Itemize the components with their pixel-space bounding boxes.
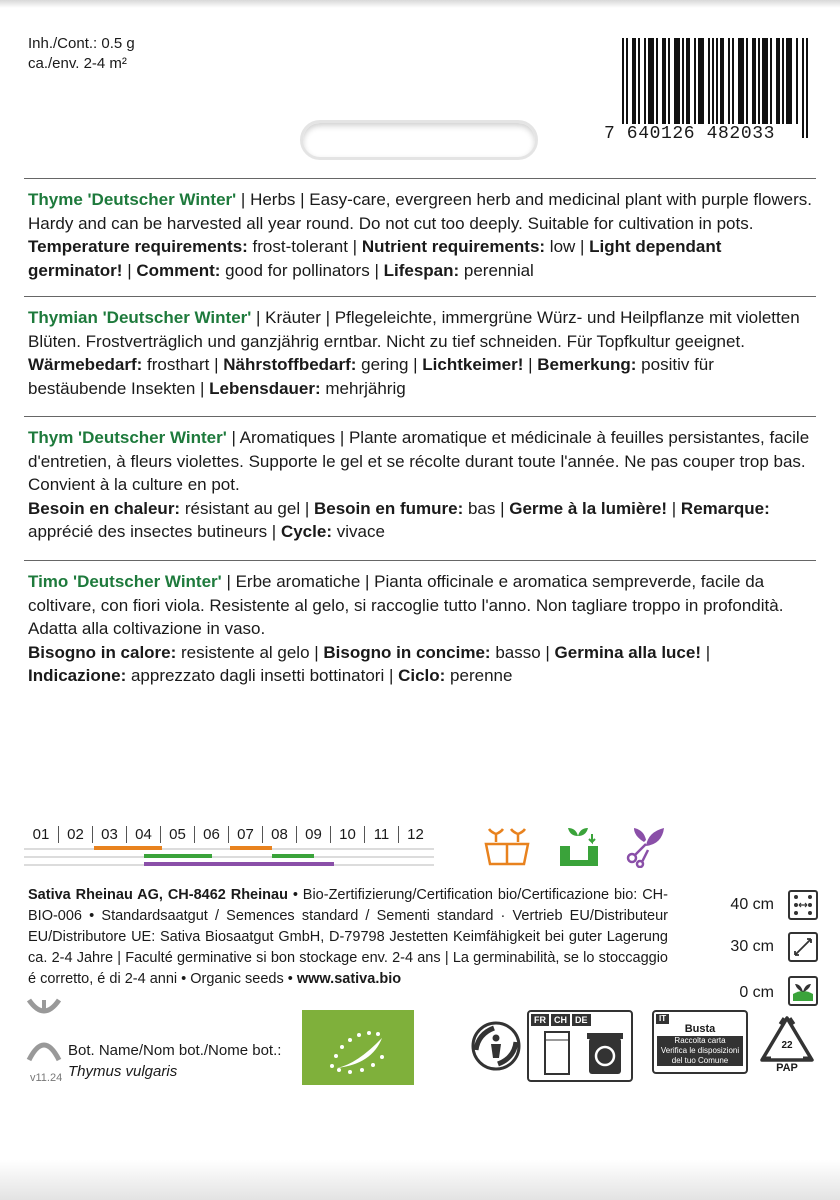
spec-label: Wärmebedarf: [28,355,143,374]
barcode-number: 7 640126 482033 [604,124,776,144]
spec-label: Comment: [136,260,221,280]
month-label: 07 [228,826,262,843]
spec-value: apprezzato dagli insetti bottinatori | [126,666,399,685]
spec-label: Besoin en chaleur: [28,498,181,518]
spec-label: Light dependant germinator! [28,237,722,280]
title-french: Thym 'Deutscher Winter' [28,428,227,447]
spec-label: Germina alla luce! [554,642,701,662]
eu-organic-logo-icon [302,1010,414,1085]
spec-label: Nährstoffbedarf: [223,355,357,374]
spec-value: good for pollinators | [220,260,384,280]
sowing-indoor-bar [230,846,272,850]
spec-value: low | [545,237,590,256]
spec-value: perenne [445,666,513,685]
plant-spacing-value: 30 cm [730,938,774,955]
intro-english: | Herbs | Easy-care, evergreen herb and medicinal plant with purple flowers. Hardy and can be harvested all year round. Do not cut too deeply. Suitable for cultivation in pots. [28,190,812,233]
contents-weight: Inh./Cont.: 0.5 g [28,35,135,52]
divider [24,560,816,561]
spec-value: vivace [331,522,385,541]
spec-label: Ciclo: [398,666,446,685]
spec-value: perennial [459,260,534,280]
sowing-outdoor-bar [272,854,314,858]
company-info [28,885,668,990]
spec-value: | [122,260,137,280]
spec-value: positiv für bestäubende Insekten | [28,355,714,398]
spec-label: Indicazione: [28,666,127,685]
pap-label: PAP [776,1062,798,1074]
spec-value: | [701,642,711,662]
divider [24,416,816,417]
spec-label: Lifespan: [383,260,460,280]
company-name: Sativa Rheinau AG, CH-8462 Rheinau [28,887,288,903]
calendar-months [24,826,434,843]
harvest-bar [144,862,334,866]
spec-label: Bisogno in concime: [323,642,491,662]
company-text: • Bio-Zertifizierung/Certification bio/Certificazione bio: CH-BIO-006 • Standardsaatgut / Semences standard / Sementi standard · Vertrieb EU/Distributeur EU/Distributore UE: Sativa Biosaatgut GmbH, D-79798 Jestetten Keimfähigkeit bei guter Lagerung ca. 2-4 Jahre | Faculté germinative si bon stockage env. 2-4 ans | La germinabilità, se lo stoccaggio é corretto, é di 2-4 anni • Organic seeds • [28,887,668,987]
hanger-slot [300,120,538,160]
month-label: 11 [364,826,398,843]
spec-label: Temperature requirements: [28,237,248,256]
harvest-scissors-icon [624,824,668,868]
indoor-sowing-icon [482,826,532,868]
plant-spacing-icon [788,932,818,962]
month-label: 09 [296,826,330,843]
month-label: 03 [92,826,126,843]
spec-value: | [667,498,681,518]
spec-label: Lebensdauer: [209,378,321,398]
spec-label: Remarque: [680,498,770,518]
contents-area: ca./env. 2-4 m² [28,55,127,72]
sativa-logo-icon [26,996,62,1066]
spec-value: bas | [463,498,510,518]
divider [24,296,816,297]
version-number: v11.24 [30,1072,63,1084]
month-label: 12 [398,826,432,843]
title-english: Thyme 'Deutscher Winter' [28,190,237,209]
package-contents [28,34,135,74]
country-tab: DE [572,1014,591,1026]
italy-sorting-info [652,1010,748,1074]
month-label: 01 [32,826,50,843]
country-tab: FR [531,1014,549,1026]
spec-label: Bemerkung: [537,355,637,374]
outdoor-sowing-icon [556,824,602,868]
spec-value: resistente al gelo | [176,642,324,662]
sorting-info-panel [527,1010,633,1082]
spec-value: frost-tolerant | [247,237,362,256]
spec-value: apprécié des insectes butineurs | [28,522,281,541]
calendar-track [24,848,434,850]
month-label: 02 [58,826,92,843]
sowing-depth-icon [788,976,818,1006]
intro-french: | Aromatiques | Plante aromatique et médicinale à feuilles persistantes, facile d'entretien, à fleurs violettes. Supporte le gel et se récolte durant toute l'année. Ne pas couper trop bas. Convient à la culture en pot. [28,428,810,494]
spec-value: frosthart | [142,355,224,374]
month-label: 04 [126,826,160,843]
spec-value: résistant au gel | [180,498,314,518]
row-spacing-icon [788,890,818,920]
botanical-latin: Thymus vulgaris [68,1063,178,1080]
it-line: Raccolta carta [657,1036,743,1046]
description-french [28,426,812,544]
spec-label: Germe à la lumière! [509,498,668,518]
it-line: del tuo Comune [657,1056,743,1066]
it-code: IT [656,1014,669,1024]
pap-number: 22 [781,1040,793,1051]
spec-value: gering | [356,355,423,374]
website-link[interactable]: www.sativa.bio [296,971,402,987]
sowing-indoor-bar [94,846,162,850]
sowing-outdoor-bar [144,854,212,858]
triman-recycling-icon [470,1020,522,1072]
sowing-depth-value: 0 cm [739,984,774,1001]
country-tabs [529,1012,631,1028]
row-spacing-value: 40 cm [730,896,774,913]
title-german: Thymian 'Deutscher Winter' [28,308,252,327]
month-label: 08 [262,826,296,843]
spec-label: Besoin en fumure: [313,498,464,518]
paper-bag-icon [543,1030,571,1076]
intro-german: | Kräuter | Pflegeleichte, immergrüne Würz- und Heilpflanze mit violetten Blüten. Frostverträglich und ganzjährig erntbar. Nicht zu tief schneiden. Für Topfkultur geeignet. [28,308,800,351]
it-line: Verifica le disposizioni [657,1046,743,1056]
botanical-name [68,1040,281,1082]
calendar-track [24,856,434,858]
spec-label: Nutrient requirements: [361,237,546,256]
top-edge-shadow [0,0,840,8]
description-italian [28,570,812,688]
spec-label: Lichtkeimer! [422,355,524,374]
sowing-calendar [24,826,434,868]
spec-label: Cycle: [280,522,332,541]
country-tab: CH [551,1014,570,1026]
pap-recycling-icon [758,1014,816,1064]
intro-italian: | Erbe aromatiche | Pianta officinale e aromatica sempreverde, facile da coltivare, con fiori viola. Resistente al gelo, si raccoglie tutto l'anno. Non tagliare troppo in profondità. Adatta alla coltivazione in vaso. [28,572,784,638]
title-italian: Timo 'Deutscher Winter' [28,572,222,591]
description-german [28,306,812,400]
bottom-edge-shadow [0,1160,840,1200]
month-label: 10 [330,826,364,843]
spec-value: | [523,355,538,374]
divider [24,178,816,179]
paper-bin-icon [585,1030,625,1076]
description-english [28,188,812,282]
it-title: Busta [684,1023,716,1035]
spec-label: Bisogno in calore: [28,642,177,662]
month-label: 05 [160,826,194,843]
spec-value: basso | [490,642,555,662]
spec-value: mehrjährig [320,378,406,398]
botanical-label: Bot. Name/Nom bot./Nome bot.: [68,1042,282,1059]
month-label: 06 [194,826,228,843]
